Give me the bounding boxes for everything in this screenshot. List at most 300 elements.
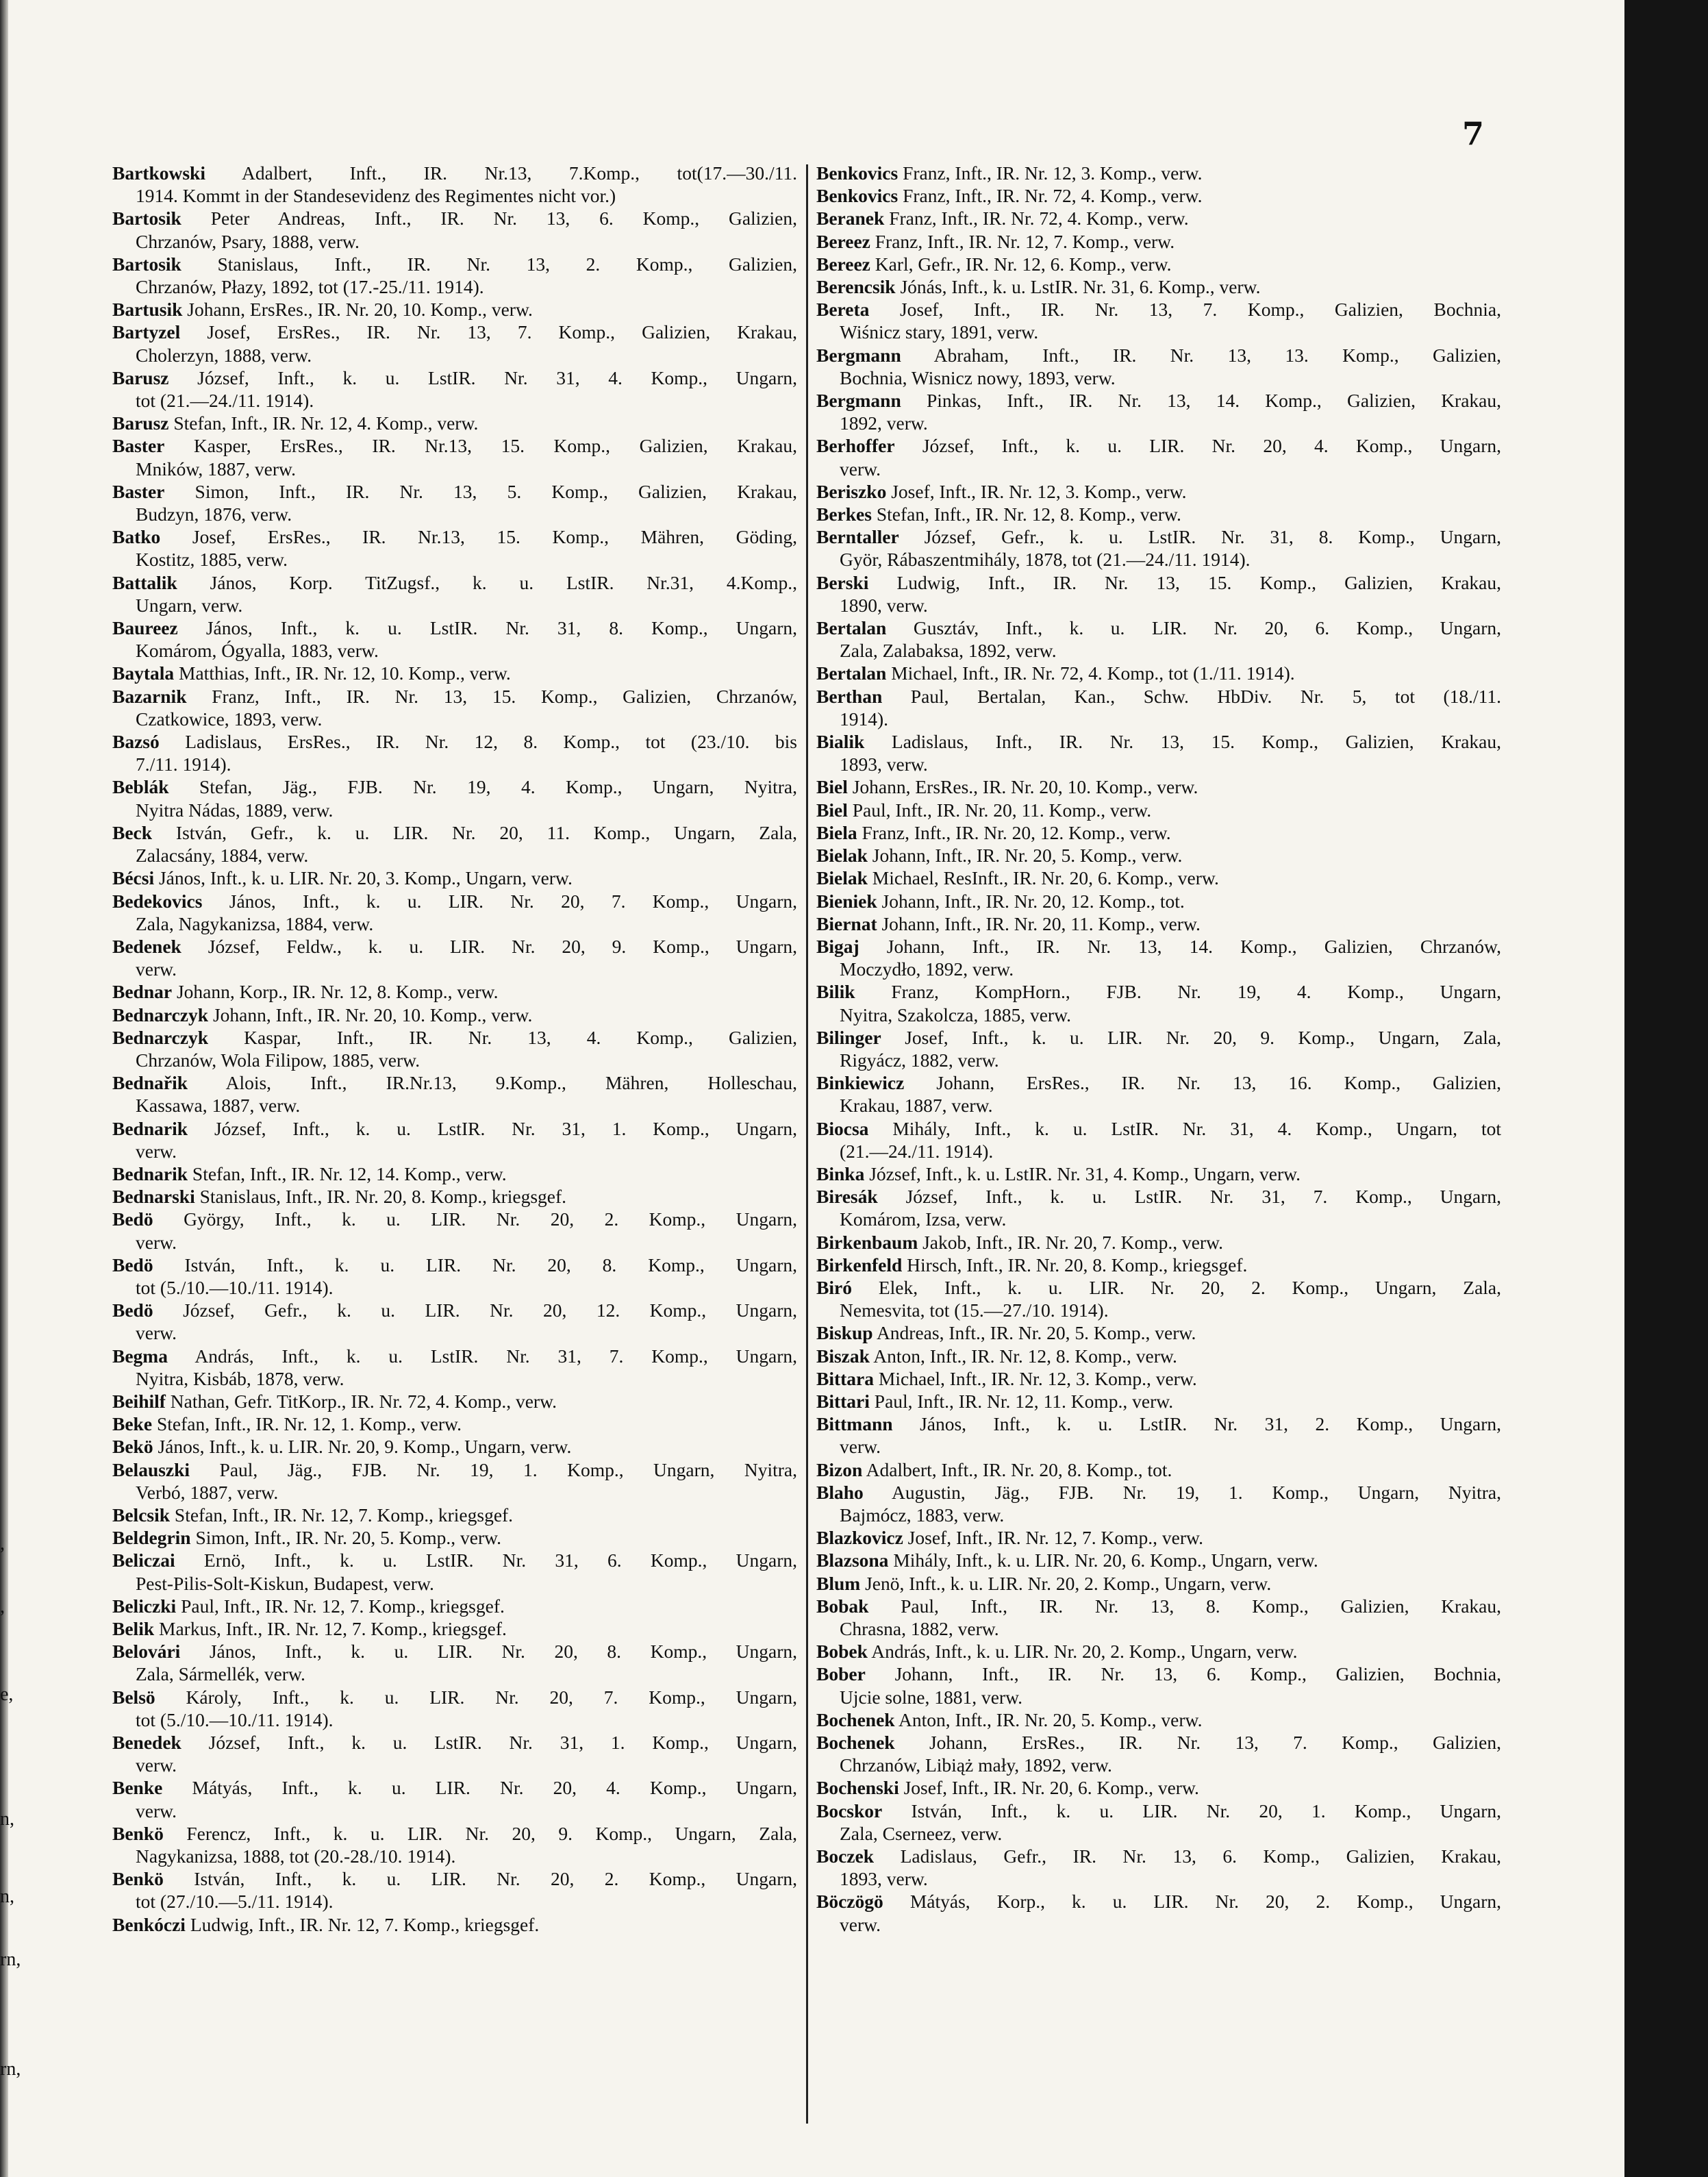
entry-first-line [816, 1367, 1501, 1390]
entry-first-line [816, 1026, 1501, 1049]
entry-first-line [816, 1413, 1501, 1435]
entry-first-line [816, 1708, 1501, 1731]
entry-text: Simon, Inft., IR. Nr. 20, 5. Komp., verw. [195, 1527, 502, 1549]
entry-text: Matthias, Inft., IR. Nr. 12, 10. Komp., verw. [179, 662, 511, 684]
entry-continuation-line [816, 1004, 1501, 1026]
entry-text: tot (5./10.—10./11. 1914). [136, 1708, 334, 1730]
entry-first-line [816, 1845, 1501, 1867]
entry-first-line [816, 344, 1501, 366]
entry-text: Kaspar, Inft., IR. Nr. 13, 4. Komp., Galizien, [244, 1026, 798, 1048]
directory-entry [816, 275, 1501, 298]
entry-surname: Bergmann [816, 344, 901, 366]
directory-entry [816, 1367, 1501, 1390]
entry-text: Anton, Inft., IR. Nr. 20, 5. Komp., verw. [898, 1708, 1203, 1730]
left-column [112, 162, 797, 1936]
directory-entry [816, 799, 1501, 821]
entry-text: Jónás, Inft., k. u. LstIR. Nr. 31, 6. Komp., verw. [900, 276, 1261, 298]
margin-fragment: , [0, 1533, 5, 1554]
entry-first-line [112, 1776, 797, 1799]
entry-first-line [816, 571, 1501, 594]
directory-entry [112, 617, 797, 662]
entry-text: Franz, Inft., IR. Nr. 12, 7. Komp., verw. [875, 230, 1175, 252]
entry-text: Mników, 1887, verw. [136, 458, 296, 480]
entry-text: Krakau, 1887, verw. [840, 1095, 993, 1117]
entry-first-line [816, 1231, 1501, 1254]
margin-fragment: rn, [0, 1949, 21, 1970]
entry-surname: Bedö [112, 1254, 153, 1276]
entry-continuation-line [112, 958, 797, 980]
entry-text: István, Inft., k. u. LIR. Nr. 20, 2. Komp., Ungarn, [194, 1868, 798, 1890]
directory-entry [816, 1231, 1501, 1254]
entry-surname: Bertalan [816, 662, 887, 684]
entry-text: Paul, Inft., IR. Nr. 12, 7. Komp., kriegsgef. [181, 1595, 505, 1617]
directory-entry [112, 162, 797, 207]
entry-surname: Bober [816, 1663, 866, 1685]
entry-continuation-line [112, 1754, 797, 1776]
entry-continuation-line [816, 1504, 1501, 1526]
entry-first-line [816, 1390, 1501, 1413]
entry-surname: Böczögö [816, 1891, 883, 1913]
entry-surname: Belik [112, 1618, 155, 1639]
entry-text: Alois, Inft., IR.Nr.13, 9.Komp., Mähren, Holleschau, [225, 1072, 798, 1094]
entry-first-line [112, 662, 797, 684]
entry-surname: Bazsó [112, 731, 160, 753]
entry-continuation-line [112, 844, 797, 867]
entry-first-line [112, 571, 797, 594]
entry-text: Ujcie solne, 1881, verw. [840, 1686, 1023, 1708]
entry-continuation-line [816, 1822, 1501, 1845]
directory-entry [112, 935, 797, 980]
entry-text: Komárom, Izsa, verw. [840, 1208, 1007, 1230]
entry-text: Paul, Jäg., FJB. Nr. 19, 1. Komp., Ungarn, Nyitra, [219, 1458, 797, 1480]
directory-entry [816, 1276, 1501, 1321]
directory-entry [816, 1708, 1501, 1731]
entry-text: Mátyás, Korp., k. u. LIR. Nr. 20, 2. Komp., Ungarn, [909, 1891, 1502, 1913]
directory-entry [816, 230, 1501, 253]
entry-first-line [816, 1254, 1501, 1276]
entry-text: Abraham, Inft., IR. Nr. 13, 13. Komp., Galizien, [933, 344, 1501, 366]
entry-continuation-line [816, 1686, 1501, 1708]
directory-entry [112, 434, 797, 480]
entry-continuation-line [112, 344, 797, 366]
entry-continuation-line [816, 1435, 1501, 1458]
entry-text: 1893, verw. [840, 1868, 928, 1890]
entry-surname: Beriszko [816, 480, 887, 502]
directory-entry [816, 1845, 1501, 1890]
entry-first-line [112, 162, 797, 184]
directory-entry [816, 162, 1501, 184]
entry-surname: Bartosik [112, 253, 181, 275]
entry-text: 1914). [840, 708, 889, 730]
entry-text: Stanislaus, Inft., IR. Nr. 13, 2. Komp., Galizien, [217, 253, 798, 275]
entry-surname: Benedek [112, 1732, 181, 1754]
directory-entry [816, 1890, 1501, 1935]
entry-surname: Berthan [816, 685, 883, 707]
entry-continuation-line [816, 1299, 1501, 1321]
margin-fragment: , [0, 1596, 5, 1617]
entry-first-line [816, 821, 1501, 844]
entry-text: Györ, Rábaszentmihály, 1878, tot (21.—24./11. 1914). [840, 549, 1251, 571]
entry-first-line [816, 434, 1501, 457]
entry-text: Josef, ErsRes., IR. Nr. 13, 7. Komp., Galizien, Krakau, [207, 321, 797, 343]
directory-entry [112, 1686, 797, 1731]
entry-continuation-line [112, 1276, 797, 1299]
entry-continuation-line [816, 1913, 1501, 1936]
entry-continuation-line [112, 1094, 797, 1117]
entry-surname: Baytala [112, 662, 175, 684]
entry-text: Moczydło, 1892, verw. [840, 958, 1014, 980]
entry-text: Adalbert, Inft., IR. Nr.13, 7.Komp., tot(17.—30./11. [242, 162, 797, 184]
entry-first-line [112, 1686, 797, 1708]
entry-text: György, Inft., k. u. LIR. Nr. 20, 2. Komp., Ungarn, [184, 1208, 797, 1230]
entry-first-line [816, 1549, 1501, 1571]
entry-first-line [816, 799, 1501, 821]
directory-entry [816, 344, 1501, 389]
directory-entry [816, 434, 1501, 480]
entry-first-line [816, 662, 1501, 684]
entry-text: Josef, Inft., IR. Nr. 20, 6. Komp., verw. [903, 1777, 1199, 1799]
entry-first-line [112, 1071, 797, 1094]
entry-surname: Batko [112, 526, 161, 548]
entry-surname: Bochenek [816, 1708, 895, 1730]
entry-text: Ludwig, Inft., IR. Nr. 13, 15. Komp., Galizien, Krakau, [896, 571, 1501, 593]
entry-text: Chrzanów, Psary, 1888, verw. [136, 230, 360, 252]
entry-first-line [816, 1117, 1501, 1140]
entry-continuation-line [112, 594, 797, 617]
entry-text: 7./11. 1914). [136, 754, 231, 775]
entry-first-line [816, 1071, 1501, 1094]
directory-entry [112, 821, 797, 867]
directory-entry [816, 935, 1501, 980]
entry-text: Franz, Inft., IR. Nr. 72, 4. Komp., verw. [903, 185, 1203, 207]
entry-first-line [112, 1731, 797, 1754]
entry-surname: Bedö [112, 1299, 153, 1321]
entry-surname: Barusz [112, 412, 169, 434]
directory-entry [816, 890, 1501, 912]
entry-text: István, Inft., k. u. LIR. Nr. 20, 8. Komp., Ungarn, [184, 1254, 797, 1276]
directory-entry [112, 1185, 797, 1208]
entry-first-line [816, 1595, 1501, 1617]
directory-entry [112, 1162, 797, 1185]
entry-text: Stefan, Inft., IR. Nr. 12, 4. Komp., verw. [173, 412, 479, 434]
entry-first-line [816, 1572, 1501, 1595]
entry-text: (21.—24./11. 1914). [840, 1140, 994, 1162]
entry-surname: Biela [816, 821, 857, 843]
entry-surname: Bigaj [816, 935, 859, 957]
entry-continuation-line [816, 412, 1501, 434]
entry-text: Nyitra, Kisbáb, 1878, verw. [136, 1367, 344, 1389]
directory-entry [816, 1026, 1501, 1071]
directory-entry [816, 867, 1501, 889]
directory-entry [112, 867, 797, 889]
entry-first-line [816, 1663, 1501, 1685]
entry-first-line [816, 1731, 1501, 1754]
entry-surname: Bittari [816, 1390, 870, 1412]
entry-continuation-line [112, 503, 797, 525]
entry-first-line [112, 1299, 797, 1321]
directory-entry [816, 1458, 1501, 1481]
entry-text: József, Gefr., k. u. LIR. Nr. 20, 12. Komp., Ungarn, [183, 1299, 798, 1321]
entry-text: tot (21.—24./11. 1914). [136, 390, 314, 412]
entry-surname: Biresák [816, 1186, 878, 1208]
entry-surname: Beke [112, 1413, 153, 1435]
entry-text: Johann, ErsRes., IR. Nr. 13, 16. Komp., Galizien, [936, 1072, 1502, 1094]
entry-text: Paul, Inft., IR. Nr. 12, 11. Komp., verw. [874, 1390, 1174, 1412]
directory-entry [816, 1254, 1501, 1276]
entry-text: Pinkas, Inft., IR. Nr. 13, 14. Komp., Galizien, Krakau, [926, 390, 1501, 412]
entry-surname: Belcsik [112, 1504, 171, 1526]
directory-entry [112, 480, 797, 525]
entry-continuation-line [816, 594, 1501, 617]
entry-surname: Benkovics [816, 185, 899, 207]
entry-surname: Berkes [816, 503, 872, 525]
entry-text: József, Inft., k. u. LstIR. Nr. 31, 4. Komp., Ungarn, [197, 366, 798, 388]
right-column [816, 162, 1501, 1936]
entry-text: Ludwig, Inft., IR. Nr. 12, 7. Komp., kriegsgef. [190, 1913, 540, 1935]
entry-first-line [816, 480, 1501, 503]
directory-entry [816, 1595, 1501, 1640]
entry-surname: Bobak [816, 1595, 869, 1617]
entry-first-line [816, 912, 1501, 935]
entry-surname: Bertalan [816, 617, 887, 639]
entry-text: János, Korp. TitZugsf., k. u. LstIR. Nr.31, 4.Komp., [210, 571, 797, 593]
directory-entry [816, 571, 1501, 617]
entry-continuation-line [112, 548, 797, 571]
directory-entry [816, 617, 1501, 662]
entry-surname: Berski [816, 571, 869, 593]
entry-text: József, Inft., k. u. LstIR. Nr. 31, 7. Komp., Ungarn, [905, 1186, 1502, 1208]
entry-surname: Bergmann [816, 390, 901, 412]
entry-first-line [112, 1026, 797, 1049]
entry-text: Hirsch, Inft., IR. Nr. 20, 8. Komp., kriegsgef. [907, 1254, 1248, 1276]
entry-continuation-line [816, 1754, 1501, 1776]
entry-continuation-line [112, 1049, 797, 1071]
entry-text: verw. [136, 1754, 177, 1776]
entry-text: Stefan, Inft., IR. Nr. 12, 14. Komp., verw. [192, 1162, 507, 1184]
directory-entry [816, 1185, 1501, 1230]
entry-text: tot (27./10.—5./11. 1914). [136, 1891, 334, 1913]
entry-first-line [112, 1435, 797, 1458]
entry-text: Zala, Nagykanizsa, 1884, verw. [136, 912, 374, 934]
entry-continuation-line [816, 753, 1501, 775]
entry-text: Franz, Inft., IR. Nr. 12, 3. Komp., verw. [903, 162, 1203, 184]
entry-text: Ferencz, Inft., k. u. LIR. Nr. 20, 9. Komp., Ungarn, Zala, [186, 1822, 798, 1844]
directory-entry [112, 1435, 797, 1458]
entry-text: Rigyácz, 1882, verw. [840, 1049, 999, 1071]
entry-first-line [112, 321, 797, 343]
margin-fragment: n, [0, 1808, 14, 1830]
entry-first-line [816, 389, 1501, 412]
directory-entry [112, 1071, 797, 1117]
entry-first-line [816, 1481, 1501, 1504]
entry-first-line [112, 1162, 797, 1185]
entry-text: Cholerzyn, 1888, verw. [136, 344, 312, 366]
entry-text: József, Inft., k. u. LIR. Nr. 20, 4. Komp., Ungarn, [922, 435, 1502, 457]
entry-text: Kassawa, 1887, verw. [136, 1095, 301, 1117]
entry-surname: Benkö [112, 1822, 164, 1844]
entry-first-line [816, 1800, 1501, 1822]
entry-first-line [112, 207, 797, 229]
entry-first-line [816, 775, 1501, 798]
entry-surname: Bittmann [816, 1413, 893, 1435]
entry-first-line [816, 298, 1501, 321]
directory-entry [816, 389, 1501, 434]
entry-surname: Begma [112, 1345, 168, 1367]
entry-first-line [816, 730, 1501, 753]
entry-text: Zalacsány, 1884, verw. [136, 845, 309, 867]
entry-continuation-line [112, 1572, 797, 1595]
entry-text: Paul, Inft., IR. Nr. 20, 11. Komp., verw. [852, 799, 1152, 821]
directory-entry [816, 1640, 1501, 1663]
entry-text: 1890, verw. [840, 594, 928, 616]
entry-surname: Blazkovicz [816, 1527, 903, 1549]
directory-entry [112, 890, 797, 935]
entry-surname: Battalik [112, 571, 177, 593]
directory-entry [112, 1345, 797, 1390]
entry-text: János, Inft., k. u. LstIR. Nr. 31, 2. Komp., Ungarn, [920, 1413, 1502, 1435]
entry-surname: Blazsona [816, 1550, 889, 1571]
entry-continuation-line [816, 1867, 1501, 1890]
entry-continuation-line [112, 639, 797, 662]
entry-text: Zala, Sármellék, verw. [136, 1663, 305, 1685]
entry-first-line [112, 1617, 797, 1640]
entry-text: Stefan, Inft., IR. Nr. 12, 8. Komp., verw. [876, 503, 1181, 525]
entry-first-line [112, 1640, 797, 1663]
entry-surname: Birkenfeld [816, 1254, 903, 1276]
entry-text: Josef, Inft., IR. Nr. 13, 7. Komp., Galizien, Bochnia, [899, 299, 1502, 321]
entry-first-line [112, 1345, 797, 1367]
entry-continuation-line [112, 799, 797, 821]
entry-text: Michael, ResInft., IR. Nr. 20, 6. Komp., verw. [872, 867, 1219, 889]
entry-surname: Bednarik [112, 1117, 188, 1139]
entry-text: Stefan, Jäg., FJB. Nr. 19, 4. Komp., Ungarn, Nyitra, [199, 776, 797, 798]
directory-entry [112, 1458, 797, 1504]
entry-surname: Bieniek [816, 890, 877, 912]
entry-text: Markus, Inft., IR. Nr. 12, 7. Komp., kriegsgef. [159, 1618, 507, 1639]
directory-entry [816, 1071, 1501, 1117]
entry-surname: Bereez [816, 253, 870, 275]
entry-text: Ernö, Inft., k. u. LstIR. Nr. 31, 6. Komp., Ungarn, [203, 1550, 798, 1571]
entry-first-line [112, 480, 797, 503]
entry-text: András, Inft., k. u. LstIR. Nr. 31, 7. Komp., Ungarn, [194, 1345, 798, 1367]
directory-entry [816, 1345, 1501, 1367]
entry-text: tot (5./10.—10./11. 1914). [136, 1276, 334, 1298]
entry-continuation-line [816, 366, 1501, 389]
entry-first-line [112, 412, 797, 434]
entry-first-line [816, 184, 1501, 207]
entry-surname: Belsö [112, 1686, 155, 1708]
entry-first-line [816, 617, 1501, 639]
entry-text: Josef, Inft., IR. Nr. 12, 7. Komp., verw. [907, 1527, 1203, 1549]
entry-first-line [112, 775, 797, 798]
entry-text: Simon, Inft., IR. Nr. 13, 5. Komp., Galizien, Krakau, [194, 480, 798, 502]
entry-surname: Beck [112, 821, 153, 843]
entry-text: Elek, Inft., k. u. LIR. Nr. 20, 2. Komp., Ungarn, Zala, [878, 1276, 1501, 1298]
directory-entry [112, 1299, 797, 1344]
entry-surname: Bécsi [112, 867, 155, 889]
directory-entry [816, 1776, 1501, 1799]
entry-continuation-line [112, 753, 797, 775]
directory-entry [112, 1504, 797, 1526]
entry-first-line [112, 1549, 797, 1571]
entry-continuation-line [112, 275, 797, 298]
entry-surname: Blum [816, 1572, 861, 1594]
entry-surname: Biel [816, 776, 848, 798]
entry-text: verw. [136, 1322, 177, 1344]
entry-text: Nemesvita, tot (15.—27./10. 1914). [840, 1299, 1109, 1321]
directory-entry [112, 412, 797, 434]
entry-text: József, Inft., k. u. LstIR. Nr. 31, 1. Komp., Ungarn, [214, 1117, 798, 1139]
directory-entry [112, 1731, 797, 1776]
entry-surname: Berntaller [816, 526, 899, 548]
entry-surname: Bereta [816, 299, 870, 321]
directory-entry [112, 298, 797, 321]
entry-continuation-line [112, 1481, 797, 1504]
entry-text: István, Inft., k. u. LIR. Nr. 20, 1. Komp., Ungarn, [911, 1800, 1502, 1821]
entry-text: Peter Andreas, Inft., IR. Nr. 13, 6. Komp., Galizien, [210, 208, 797, 229]
entry-first-line [112, 1526, 797, 1549]
entry-text: Nyitra Nádas, 1889, verw. [136, 799, 334, 821]
directory-entry [112, 207, 797, 252]
entry-text: Paul, Inft., IR. Nr. 13, 8. Komp., Galizien, Krakau, [901, 1595, 1501, 1617]
entry-first-line [816, 685, 1501, 708]
entry-surname: Bocskor [816, 1800, 883, 1821]
entry-surname: Beblák [112, 776, 169, 798]
directory-entry [112, 1390, 797, 1413]
directory-entry [112, 1776, 797, 1821]
entry-text: Paul, Bertalan, Kan., Schw. HbDiv. Nr. 5, tot (18./11. [910, 685, 1502, 707]
entry-continuation-line [112, 1890, 797, 1913]
directory-entry [816, 184, 1501, 207]
entry-continuation-line [112, 458, 797, 480]
directory-entry [112, 1595, 797, 1617]
entry-first-line [816, 1458, 1501, 1481]
entry-first-line [816, 275, 1501, 298]
entry-surname: Bilik [816, 981, 855, 1003]
entry-surname: Baureez [112, 617, 178, 639]
entry-first-line [112, 434, 797, 457]
entry-first-line [112, 1867, 797, 1890]
entry-first-line [112, 730, 797, 753]
directory-entry [112, 1549, 797, 1594]
entry-text: verw. [840, 458, 881, 480]
directory-entry [816, 1572, 1501, 1595]
entry-text: Gusztáv, Inft., k. u. LIR. Nr. 20, 6. Komp., Ungarn, [913, 617, 1502, 639]
entry-text: Mátyás, Inft., k. u. LIR. Nr. 20, 4. Komp., Ungarn, [192, 1777, 797, 1799]
entry-surname: Barusz [112, 366, 169, 388]
entry-first-line [112, 253, 797, 275]
entry-surname: Bedenek [112, 935, 181, 957]
entry-text: Ladislaus, ErsRes., IR. Nr. 12, 8. Komp., tot (23./10. bis [185, 731, 798, 753]
entry-continuation-line [112, 230, 797, 253]
directory-entry [112, 321, 797, 366]
entry-continuation-line [816, 548, 1501, 571]
entry-surname: Biró [816, 1276, 852, 1298]
entry-first-line [816, 844, 1501, 867]
page-number: 7 [1462, 115, 1485, 152]
directory-entry [112, 775, 797, 821]
directory-entry [816, 1731, 1501, 1776]
entry-text: verw. [136, 958, 177, 980]
entry-surname: Bochenek [816, 1732, 895, 1754]
entry-continuation-line [816, 1094, 1501, 1117]
directory-entry [816, 1663, 1501, 1708]
entry-text: Michael, Inft., IR. Nr. 12, 3. Komp., verw. [878, 1367, 1197, 1389]
directory-entry [816, 1800, 1501, 1845]
directory-entry [112, 253, 797, 298]
entry-text: verw. [840, 1913, 881, 1935]
entry-surname: Beranek [816, 208, 885, 229]
